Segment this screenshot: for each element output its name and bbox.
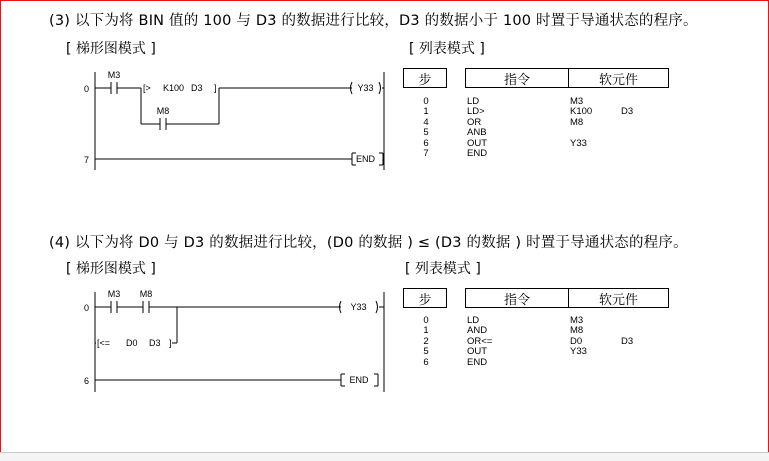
section3-ladder-label: [ 梯形图模式 ] (66, 41, 156, 57)
section4-table-header (403, 288, 669, 308)
section3-step7-label: 7 (83, 155, 89, 165)
section3-contact-m3-label: M3 (107, 70, 121, 80)
section4-compare-s2: D3 (149, 338, 161, 348)
section4-end-label: END (349, 375, 369, 385)
section4-contact-m8-label: M8 (139, 289, 153, 299)
section4-step6-label: 6 (83, 376, 89, 386)
section4-contact-m3-label: M3 (107, 289, 121, 299)
section4-compare-end: ] (169, 338, 172, 348)
section3-step0-label: 0 (83, 84, 89, 94)
section4-header-line-b (465, 288, 466, 308)
section4-list-label: [ 列表模式 ] (405, 261, 481, 277)
section4-coil-label: Y33 (350, 302, 367, 312)
section4-header-device: 软元件 (598, 292, 638, 308)
section3-header-device: 软元件 (598, 72, 638, 88)
section3-header-instruction: 指令 (466, 69, 569, 87)
section3-end-label: END (355, 154, 376, 164)
section3-header-step: 步 (404, 69, 447, 87)
section4-step0-label: 0 (83, 303, 89, 313)
section3-compare-d: D3 (191, 83, 203, 93)
section4-header-line-a (446, 288, 447, 308)
section3-compare-op: [> (143, 83, 151, 93)
section3-compare-k: K100 (163, 83, 185, 93)
section3-contact-m8-label: M8 (156, 106, 170, 116)
section4-header-separator (446, 288, 465, 308)
section3-list-label: [ 列表模式 ] (409, 41, 485, 57)
section4-compare-op: [<= (97, 338, 111, 348)
section4-heading: (4) 以下为将 D0 与 D3 的数据进行比较，(D0 的数据 ) ≤ (D3 的数据 ) 时置于导通状态的程序。 (49, 235, 688, 251)
section4-header-step: 步 (404, 289, 447, 307)
section3-coil-label: Y33 (357, 83, 374, 93)
section4-ladder-label: [ 梯形图模式 ] (66, 261, 156, 277)
section3-compare-end: ] (214, 83, 217, 93)
section4-header-instruction: 指令 (466, 289, 569, 307)
section3-heading: (3) 以下为将 BIN 值的 100 与 D3 的数据进行比较，D3 的数据小于 100 时置于导通状态的程序。 (49, 13, 698, 29)
section4-compare-s1: D0 (126, 338, 138, 348)
